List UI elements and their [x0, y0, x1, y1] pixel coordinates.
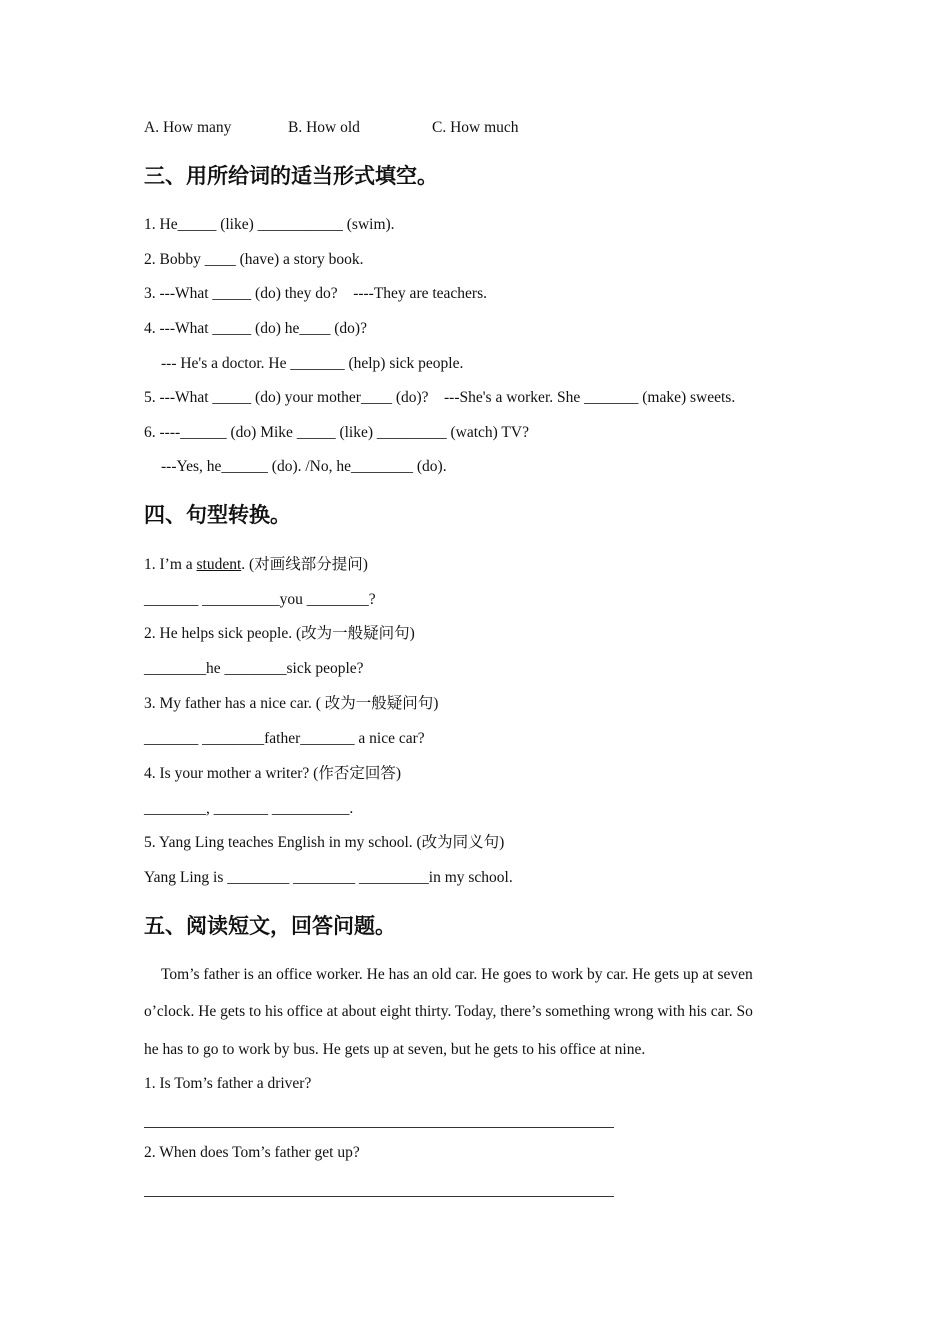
s4-q1-post: . (对画线部分提问): [241, 556, 368, 573]
s4-line-7: ________, _______ __________.: [144, 800, 354, 817]
passage-line-1: Tom’s father is an office worker. He has an old car. He goes to work by car. He gets up at seven: [161, 966, 753, 983]
s4-line-2: 2. He helps sick people. (改为一般疑问句): [144, 625, 415, 642]
s3-line-4b: --- He's a doctor. He _______ (help) sick people.: [161, 355, 464, 372]
answer-line-1[interactable]: [144, 1127, 614, 1128]
s3-line-2: 2. Bobby ____ (have) a story book.: [144, 251, 364, 268]
s4-line-5: _______ ________father_______ a nice car?: [144, 730, 425, 747]
s4-line-6: 4. Is your mother a writer? (作否定回答): [144, 765, 401, 782]
s5-question-1: 1. Is Tom’s father a driver?: [144, 1075, 312, 1092]
s4-q1: [144, 555, 368, 575]
option-a: A. How many: [144, 119, 232, 136]
s4-line-3: ________he ________sick people?: [144, 660, 364, 677]
s3-line-6b: ---Yes, he______ (do). /No, he________ (do).: [161, 458, 447, 475]
s4-line-1: _______ __________you ________?: [144, 591, 376, 608]
s3-line-6: 6. ----______ (do) Mike _____ (like) _________ (watch) TV?: [144, 424, 529, 441]
s4-line-9: Yang Ling is ________ ________ _________in my school.: [144, 869, 513, 886]
s4-line-4: 3. My father has a nice car. ( 改为一般疑问句): [144, 695, 439, 712]
passage-line-2: o’clock. He gets to his office at about eight thirty. Today, there’s something wrong with his car. So: [144, 1003, 753, 1020]
s4-q1-pre: 1. I’m a: [144, 556, 197, 573]
section4-title: 四、句型转换。: [144, 503, 291, 527]
s3-line-4: 4. ---What _____ (do) he____ (do)?: [144, 320, 367, 337]
section5-title: 五、阅读短文，回答问题。: [144, 914, 396, 938]
s4-line-8: 5. Yang Ling teaches English in my school. (改为同义句): [144, 834, 505, 851]
section3-title: 三、用所给词的适当形式填空。: [144, 164, 438, 188]
s3-line-3: 3. ---What _____ (do) they do? ----They are teachers.: [144, 285, 487, 302]
option-c: C. How much: [432, 119, 519, 136]
s4-q1-underlined: student: [196, 556, 242, 573]
s5-question-2: 2. When does Tom’s father get up?: [144, 1144, 360, 1161]
s3-line-5: 5. ---What _____ (do) your mother____ (do)? ---She's a worker. She _______ (make) sweets.: [144, 389, 736, 406]
answer-line-2[interactable]: [144, 1196, 614, 1197]
option-b: B. How old: [288, 119, 360, 136]
s3-line-1: 1. He_____ (like) ___________ (swim).: [144, 216, 395, 233]
passage-line-3: he has to go to work by bus. He gets up at seven, but he gets to his office at nine.: [144, 1041, 646, 1058]
